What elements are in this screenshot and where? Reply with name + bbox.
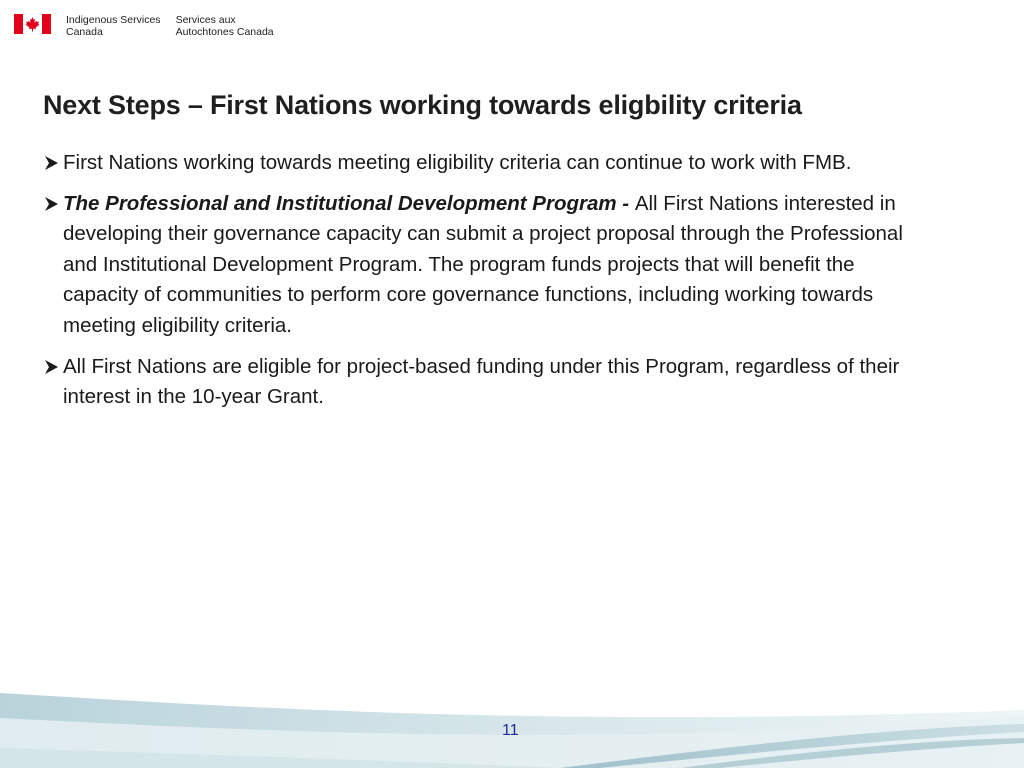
wordmark-fr-line1: Services aux <box>175 14 236 26</box>
bullet-item <box>43 352 923 413</box>
bullet-text: All First Nations interested in developing their governance capacity can submit a project proposal through the Professional and Institutional Development Program. The program funds projects that will benefit the capacity of communities to perform core governance functions, including working towards meeting eligibility criteria. <box>63 191 903 337</box>
bullet-item <box>43 189 923 342</box>
department-wordmark <box>66 14 274 38</box>
bullet-text: First Nations working towards meeting eligibility criteria can continue to work with FMB. <box>63 151 852 174</box>
bullet-emphasis: The Professional and Institutional Development Program - <box>63 191 635 215</box>
arrowhead-bullet-icon <box>43 196 60 212</box>
wordmark-en-line2: Canada <box>66 26 103 38</box>
slide-title: Next Steps – First Nations working towards eligbility criteria <box>43 90 802 120</box>
wordmark-french <box>176 14 274 38</box>
wordmark-fr-line2: Autochtones Canada <box>175 26 274 38</box>
arrowhead-bullet-icon <box>43 155 60 171</box>
canada-flag-icon <box>14 14 51 34</box>
page-number: 11 <box>502 722 519 739</box>
bullet-item <box>43 148 923 179</box>
wordmark-en-line1: Indigenous Services <box>66 14 161 26</box>
government-signature <box>14 14 274 38</box>
arrowhead-bullet-icon <box>43 359 60 375</box>
wordmark-english <box>66 14 161 38</box>
bullet-list <box>43 148 923 423</box>
bullet-text: All First Nations are eligible for project-based funding under this Program, regardless of their interest in the 10-year Grant. <box>63 354 900 409</box>
